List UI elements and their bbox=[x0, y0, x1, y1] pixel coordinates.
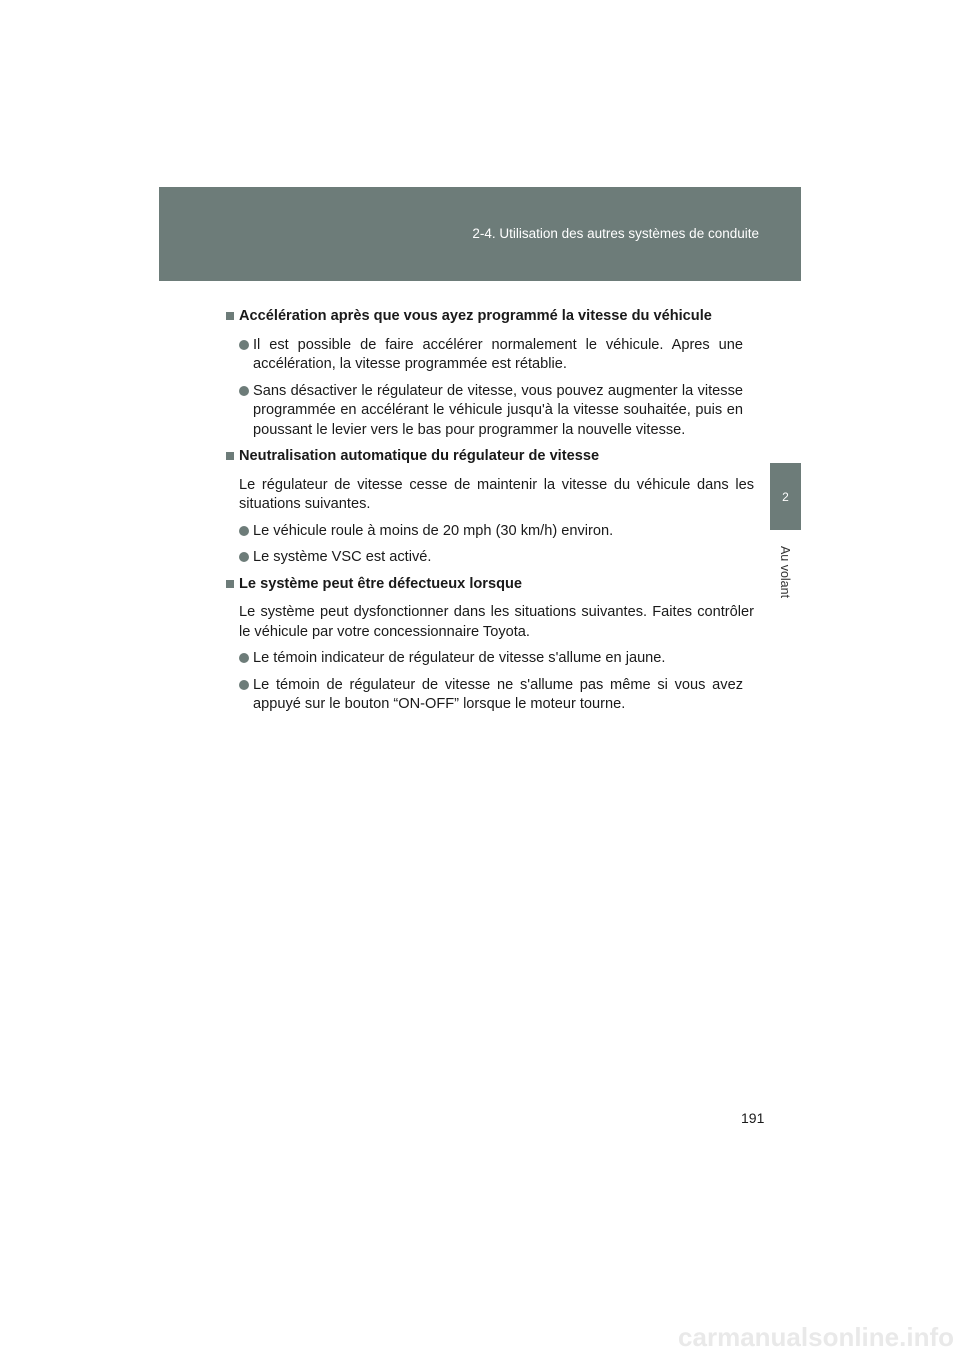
section-heading-text: Neutralisation automatique du régulateur de vitesse bbox=[239, 448, 600, 464]
chapter-number: 2 bbox=[782, 490, 789, 504]
watermark: carmanualsonline.info bbox=[678, 1322, 954, 1352]
list-item bbox=[226, 336, 754, 375]
list-item-text: Sans désactiver le régulateur de vitesse, vous pouvez augmenter la vitesse programmée en accélérant le véhicule jusqu'à la vitesse souhaitée, puis en poussant le levier vers le bas pour programmer la nouvelle vitesse. bbox=[253, 382, 743, 438]
section-intro: Le système peut dysfonctionner dans les situations suivantes. Faites contrôler le véhicule par votre concessionnaire Toyota. bbox=[239, 604, 754, 640]
circle-bullet-icon bbox=[239, 552, 249, 562]
square-bullet-icon bbox=[226, 580, 234, 588]
list-item bbox=[226, 382, 754, 441]
list-item-text: Le système VSC est activé. bbox=[253, 549, 432, 565]
section-heading bbox=[226, 447, 754, 467]
section-title: 2-4. Utilisation des autres systèmes de conduite bbox=[472, 226, 759, 241]
header-bar bbox=[159, 187, 801, 281]
list-item bbox=[226, 649, 754, 669]
section-heading bbox=[226, 575, 754, 595]
section-heading bbox=[226, 307, 754, 327]
list-item bbox=[226, 522, 754, 542]
list-item-text: Le véhicule roule à moins de 20 mph (30 km/h) environ. bbox=[253, 522, 614, 539]
square-bullet-icon bbox=[226, 452, 234, 460]
list-item bbox=[226, 676, 754, 715]
square-bullet-icon bbox=[226, 312, 234, 320]
circle-bullet-icon bbox=[239, 526, 249, 536]
page-content bbox=[226, 307, 754, 722]
chapter-tab bbox=[770, 463, 801, 530]
circle-bullet-icon bbox=[239, 386, 249, 396]
list-item bbox=[226, 548, 754, 568]
section-intro: Le régulateur de vitesse cesse de maintenir la vitesse du véhicule dans les situations suivantes. bbox=[239, 476, 754, 512]
list-item-text: Il est possible de faire accélérer normalement le véhicule. Apres une accélération, la vitesse programmée est rétablie. bbox=[253, 336, 743, 372]
circle-bullet-icon bbox=[239, 653, 249, 663]
section-heading-text: Accélération après que vous ayez programmé la vitesse du véhicule bbox=[239, 308, 712, 324]
circle-bullet-icon bbox=[239, 680, 249, 690]
page-number: 191 bbox=[741, 1110, 765, 1126]
list-item-text: Le témoin de régulateur de vitesse ne s'allume pas même si vous avez appuyé sur le bouton “ON-OFF” lorsque le moteur tourne. bbox=[253, 676, 743, 712]
section-heading-text: Le système peut être défectueux lorsque bbox=[239, 575, 523, 592]
circle-bullet-icon bbox=[239, 340, 249, 350]
chapter-label: Au volant bbox=[778, 545, 792, 599]
list-item-text: Le témoin indicateur de régulateur de vitesse s'allume en jaune. bbox=[253, 650, 666, 666]
